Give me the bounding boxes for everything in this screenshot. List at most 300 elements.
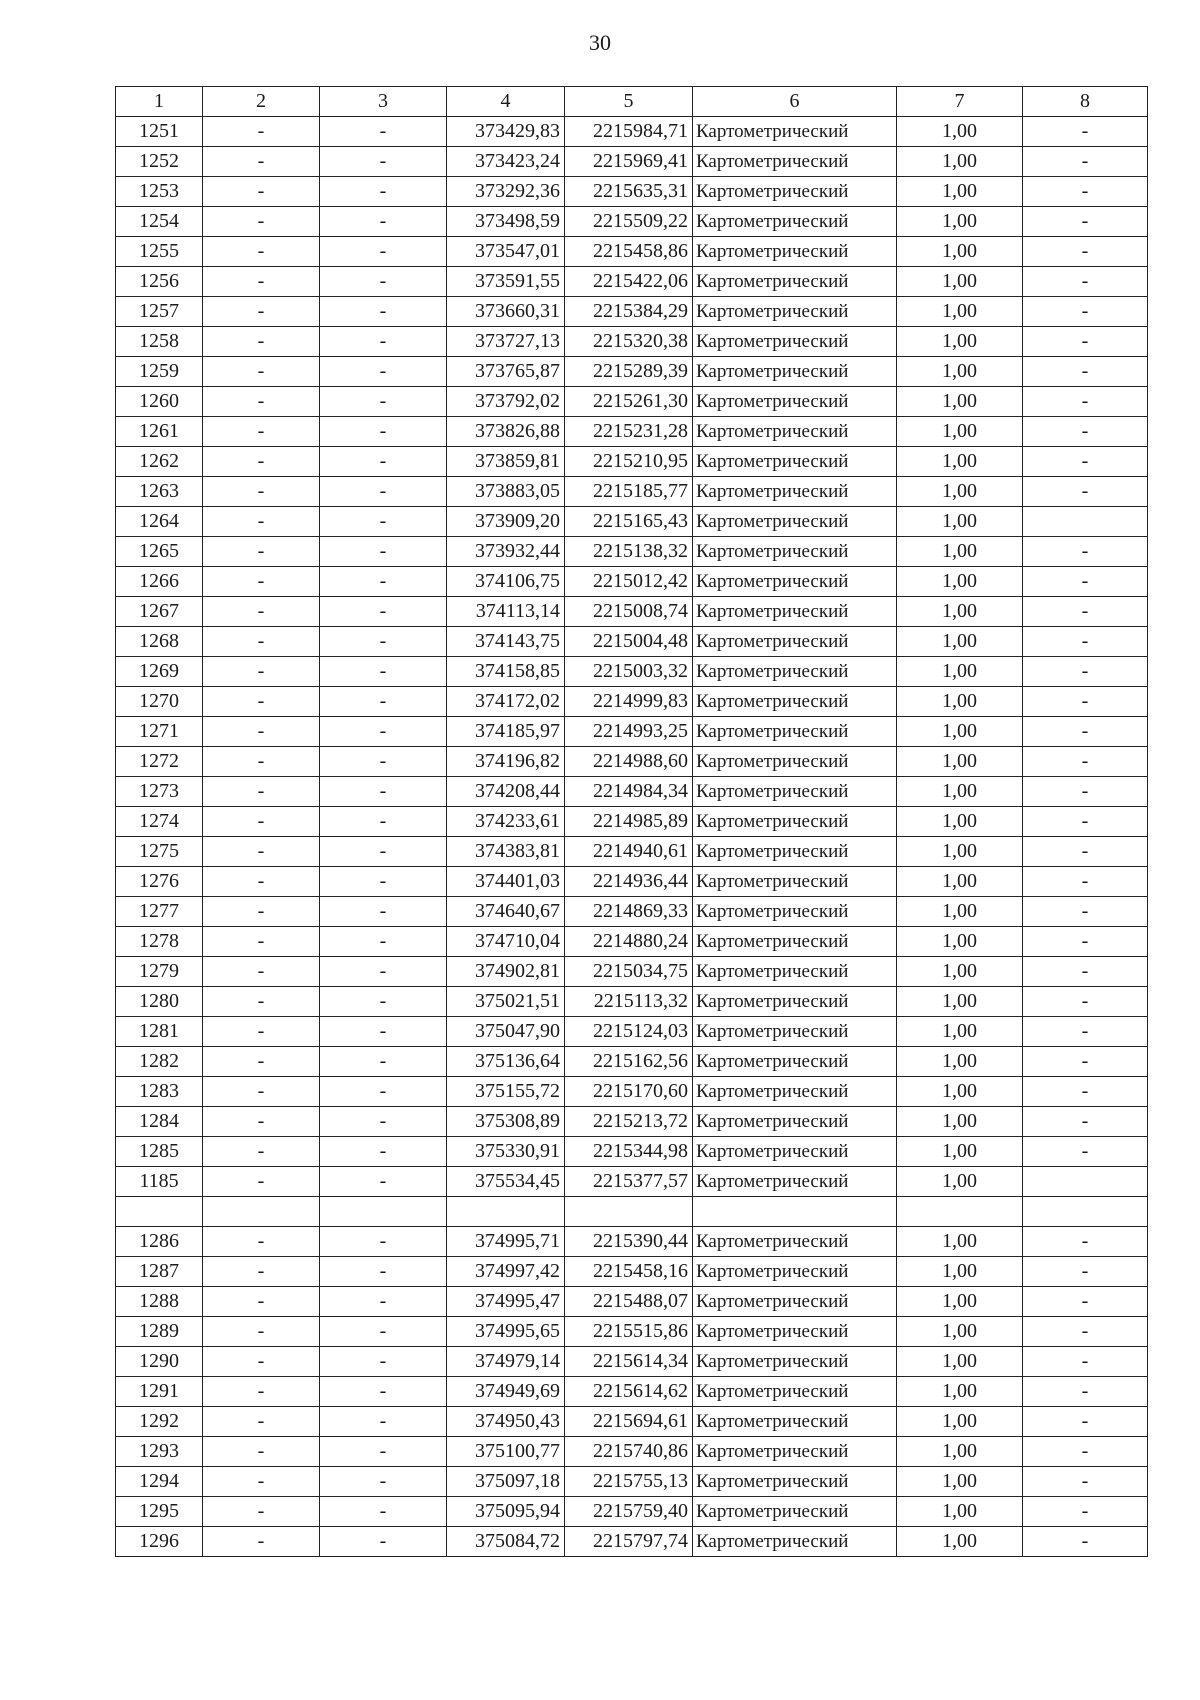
col8-cell: - [1023,717,1148,747]
col2-cell: - [203,237,320,267]
col2-cell: - [203,177,320,207]
coord-x-cell: 374949,69 [447,1377,565,1407]
col3-cell: - [320,1407,447,1437]
column-header: 7 [897,87,1023,117]
col2-cell: - [203,267,320,297]
coord-y-cell: 2215984,71 [565,117,693,147]
col3-cell: - [320,357,447,387]
col2-cell: - [203,417,320,447]
accuracy-cell: 1,00 [897,1407,1023,1437]
column-header: 8 [1023,87,1148,117]
col3-cell: - [320,1257,447,1287]
accuracy-cell: 1,00 [897,117,1023,147]
col3-cell: - [320,627,447,657]
col2-cell: - [203,447,320,477]
coord-y-cell: 2214880,24 [565,927,693,957]
accuracy-cell: 1,00 [897,837,1023,867]
accuracy-cell: 1,00 [897,1257,1023,1287]
point-number-cell: 1281 [116,1017,203,1047]
coord-x-cell [447,1197,565,1227]
point-number-cell: 1259 [116,357,203,387]
col2-cell: - [203,207,320,237]
col3-cell: - [320,1287,447,1317]
accuracy-cell: 1,00 [897,687,1023,717]
method-cell: Картометрический [693,537,897,567]
point-number-cell: 1253 [116,177,203,207]
coord-x-cell: 374172,02 [447,687,565,717]
accuracy-cell: 1,00 [897,1137,1023,1167]
table-row [116,267,1148,297]
point-number-cell: 1278 [116,927,203,957]
coord-x-cell: 374995,47 [447,1287,565,1317]
point-number-cell: 1293 [116,1437,203,1467]
col2-cell: - [203,357,320,387]
col2-cell: - [203,777,320,807]
table-row [116,567,1148,597]
method-cell: Картометрический [693,927,897,957]
col2-cell: - [203,567,320,597]
coord-y-cell: 2214985,89 [565,807,693,837]
accuracy-cell: 1,00 [897,1227,1023,1257]
table-row [116,417,1148,447]
coord-x-cell: 373591,55 [447,267,565,297]
accuracy-cell: 1,00 [897,957,1023,987]
table-row [116,597,1148,627]
col3-cell: - [320,837,447,867]
col2-cell: - [203,1527,320,1557]
coord-y-cell: 2215390,44 [565,1227,693,1257]
accuracy-cell: 1,00 [897,387,1023,417]
point-number-cell: 1291 [116,1377,203,1407]
coord-y-cell: 2215515,86 [565,1317,693,1347]
coord-y-cell: 2215008,74 [565,597,693,627]
coord-y-cell: 2215458,86 [565,237,693,267]
method-cell: Картометрический [693,1107,897,1137]
method-cell: Картометрический [693,357,897,387]
table-row [116,1527,1148,1557]
table-row [116,867,1148,897]
col8-cell: - [1023,1347,1148,1377]
coord-x-cell: 374997,42 [447,1257,565,1287]
table-row [116,1467,1148,1497]
table-row [116,927,1148,957]
method-cell: Картометрический [693,1317,897,1347]
method-cell: Картометрический [693,567,897,597]
coord-x-cell: 374979,14 [447,1347,565,1377]
col3-cell: - [320,927,447,957]
method-cell: Картометрический [693,1017,897,1047]
col8-cell [1023,1167,1148,1197]
col3-cell: - [320,567,447,597]
coord-y-cell: 2215755,13 [565,1467,693,1497]
col2-cell: - [203,147,320,177]
col8-cell: - [1023,987,1148,1017]
point-number-cell: 1279 [116,957,203,987]
col8-cell: - [1023,1527,1148,1557]
coord-x-cell: 375136,64 [447,1047,565,1077]
table-row [116,1377,1148,1407]
table-row [116,297,1148,327]
col2-cell: - [203,597,320,627]
col2-cell: - [203,987,320,1017]
coord-x-cell: 374902,81 [447,957,565,987]
point-number-cell: 1267 [116,597,203,627]
col3-cell: - [320,207,447,237]
table-row [116,1437,1148,1467]
point-number-cell: 1256 [116,267,203,297]
col3-cell: - [320,1497,447,1527]
coord-x-cell: 373429,83 [447,117,565,147]
table-row [116,1167,1148,1197]
col3-cell: - [320,417,447,447]
col3-cell: - [320,147,447,177]
col2-cell: - [203,837,320,867]
col3-cell: - [320,717,447,747]
accuracy-cell: 1,00 [897,447,1023,477]
method-cell: Картометрический [693,897,897,927]
accuracy-cell [897,1197,1023,1227]
accuracy-cell: 1,00 [897,1107,1023,1137]
col2-cell: - [203,717,320,747]
accuracy-cell: 1,00 [897,1077,1023,1107]
table-row [116,807,1148,837]
point-number-cell: 1290 [116,1347,203,1377]
table-row [116,1497,1148,1527]
coord-y-cell: 2215138,32 [565,537,693,567]
table-row [116,237,1148,267]
accuracy-cell: 1,00 [897,1017,1023,1047]
accuracy-cell: 1,00 [897,807,1023,837]
col8-cell: - [1023,1317,1148,1347]
coord-x-cell: 373826,88 [447,417,565,447]
col3-cell: - [320,1437,447,1467]
table-row [116,747,1148,777]
col8-cell: - [1023,447,1148,477]
accuracy-cell: 1,00 [897,1527,1023,1557]
coord-y-cell: 2214988,60 [565,747,693,777]
col8-cell: - [1023,1287,1148,1317]
col2-cell: - [203,1077,320,1107]
col8-cell: - [1023,1227,1148,1257]
point-number-cell: 1276 [116,867,203,897]
point-number-cell: 1268 [116,627,203,657]
table-row [116,147,1148,177]
accuracy-cell: 1,00 [897,867,1023,897]
col3-cell: - [320,1167,447,1197]
coord-x-cell: 373765,87 [447,357,565,387]
point-number-cell: 1283 [116,1077,203,1107]
table-row [116,1317,1148,1347]
table-row [116,207,1148,237]
method-cell: Картометрический [693,687,897,717]
col8-cell: - [1023,807,1148,837]
point-number-cell: 1292 [116,1407,203,1437]
point-number-cell: 1295 [116,1497,203,1527]
col2-cell: - [203,477,320,507]
col8-cell: - [1023,417,1148,447]
accuracy-cell: 1,00 [897,1287,1023,1317]
table-row [116,477,1148,507]
point-number-cell: 1260 [116,387,203,417]
accuracy-cell: 1,00 [897,537,1023,567]
col8-cell: - [1023,177,1148,207]
coord-x-cell: 373792,02 [447,387,565,417]
col2-cell: - [203,1437,320,1467]
col2-cell: - [203,1227,320,1257]
method-cell: Картометрический [693,1167,897,1197]
method-cell: Картометрический [693,1047,897,1077]
point-number-cell: 1296 [116,1527,203,1557]
coord-x-cell: 375084,72 [447,1527,565,1557]
point-number-cell: 1287 [116,1257,203,1287]
coord-y-cell: 2215213,72 [565,1107,693,1137]
method-cell: Картометрический [693,957,897,987]
method-cell: Картометрический [693,1347,897,1377]
point-number-cell: 1288 [116,1287,203,1317]
col8-cell: - [1023,387,1148,417]
col2-cell: - [203,1467,320,1497]
coord-y-cell: 2215969,41 [565,147,693,177]
coord-y-cell: 2215004,48 [565,627,693,657]
coord-y-cell: 2215261,30 [565,387,693,417]
col3-cell: - [320,1467,447,1497]
method-cell: Картометрический [693,207,897,237]
col3-cell: - [320,987,447,1017]
col8-cell: - [1023,477,1148,507]
col2-cell: - [203,1017,320,1047]
point-number-cell: 1265 [116,537,203,567]
col2-cell: - [203,1317,320,1347]
coord-y-cell: 2215185,77 [565,477,693,507]
coord-y-cell: 2215231,28 [565,417,693,447]
table-row [116,357,1148,387]
coord-y-cell: 2215162,56 [565,1047,693,1077]
table-row [116,1227,1148,1257]
accuracy-cell: 1,00 [897,177,1023,207]
table-row [116,657,1148,687]
table-row [116,507,1148,537]
table-row [116,327,1148,357]
accuracy-cell: 1,00 [897,777,1023,807]
point-number-cell: 1185 [116,1167,203,1197]
point-number-cell: 1273 [116,777,203,807]
table-body [116,117,1148,1557]
point-number-cell: 1271 [116,717,203,747]
col2-cell: - [203,327,320,357]
col8-cell: - [1023,1407,1148,1437]
col2-cell: - [203,897,320,927]
col2-cell: - [203,507,320,537]
method-cell: Картометрический [693,657,897,687]
table-row [116,1257,1148,1287]
table-row [116,1017,1148,1047]
col8-cell: - [1023,357,1148,387]
coord-x-cell: 374208,44 [447,777,565,807]
col3-cell: - [320,1107,447,1137]
method-cell: Картометрический [693,177,897,207]
coord-y-cell: 2214940,61 [565,837,693,867]
coord-x-cell: 374185,97 [447,717,565,747]
coord-y-cell: 2214993,25 [565,717,693,747]
method-cell: Картометрический [693,327,897,357]
col3-cell: - [320,297,447,327]
table-row [116,987,1148,1017]
coord-x-cell: 374401,03 [447,867,565,897]
coord-x-cell: 375097,18 [447,1467,565,1497]
coord-x-cell: 373909,20 [447,507,565,537]
coord-y-cell: 2214936,44 [565,867,693,897]
method-cell: Картометрический [693,447,897,477]
coord-x-cell: 373660,31 [447,297,565,327]
point-number-cell [116,1197,203,1227]
col2-cell: - [203,537,320,567]
col2-cell: - [203,627,320,657]
method-cell: Картометрический [693,987,897,1017]
column-header: 1 [116,87,203,117]
accuracy-cell: 1,00 [897,207,1023,237]
method-cell: Картометрический [693,477,897,507]
col3-cell: - [320,597,447,627]
header-row [116,87,1148,117]
col8-cell: - [1023,567,1148,597]
col8-cell: - [1023,867,1148,897]
point-number-cell: 1257 [116,297,203,327]
coord-x-cell: 374158,85 [447,657,565,687]
col8-cell [1023,1197,1148,1227]
col3-cell: - [320,1137,447,1167]
method-cell: Картометрический [693,1377,897,1407]
col2-cell: - [203,957,320,987]
point-number-cell: 1269 [116,657,203,687]
accuracy-cell: 1,00 [897,1167,1023,1197]
col3-cell: - [320,1227,447,1257]
col3-cell: - [320,1347,447,1377]
col3-cell: - [320,657,447,687]
col2-cell: - [203,1347,320,1377]
col8-cell: - [1023,117,1148,147]
method-cell: Картометрический [693,867,897,897]
col2-cell: - [203,747,320,777]
accuracy-cell: 1,00 [897,1347,1023,1377]
col3-cell: - [320,177,447,207]
accuracy-cell: 1,00 [897,747,1023,777]
coord-x-cell: 375330,91 [447,1137,565,1167]
col8-cell: - [1023,1257,1148,1287]
column-header: 4 [447,87,565,117]
col2-cell: - [203,1497,320,1527]
point-number-cell: 1251 [116,117,203,147]
col8-cell: - [1023,1047,1148,1077]
point-number-cell: 1266 [116,567,203,597]
point-number-cell: 1258 [116,327,203,357]
coord-y-cell: 2215344,98 [565,1137,693,1167]
table-row [116,177,1148,207]
col3-cell: - [320,1077,447,1107]
col3-cell: - [320,537,447,567]
col2-cell: - [203,657,320,687]
method-cell: Картометрический [693,267,897,297]
coord-x-cell: 374383,81 [447,837,565,867]
col2-cell: - [203,1107,320,1137]
col8-cell: - [1023,1497,1148,1527]
method-cell: Картометрический [693,417,897,447]
col8-cell: - [1023,597,1148,627]
coord-y-cell: 2215289,39 [565,357,693,387]
col2-cell: - [203,1377,320,1407]
method-cell: Картометрический [693,717,897,747]
accuracy-cell: 1,00 [897,627,1023,657]
table-row [116,717,1148,747]
col8-cell: - [1023,1017,1148,1047]
method-cell: Картометрический [693,807,897,837]
point-number-cell: 1261 [116,417,203,447]
method-cell: Картометрический [693,597,897,627]
coord-x-cell: 375100,77 [447,1437,565,1467]
col3-cell: - [320,1047,447,1077]
col3-cell: - [320,777,447,807]
point-number-cell: 1272 [116,747,203,777]
method-cell: Картометрический [693,117,897,147]
coord-x-cell: 373883,05 [447,477,565,507]
table-row [116,537,1148,567]
method-cell: Картометрический [693,1077,897,1107]
col2-cell: - [203,927,320,957]
coord-x-cell: 374995,71 [447,1227,565,1257]
point-number-cell: 1263 [116,477,203,507]
method-cell: Картометрический [693,1497,897,1527]
point-number-cell: 1264 [116,507,203,537]
col2-cell: - [203,1047,320,1077]
coord-x-cell: 374143,75 [447,627,565,657]
method-cell [693,1197,897,1227]
col3-cell: - [320,1017,447,1047]
table-row [116,1047,1148,1077]
accuracy-cell: 1,00 [897,147,1023,177]
table-row [116,117,1148,147]
coord-y-cell: 2215384,29 [565,297,693,327]
col8-cell: - [1023,897,1148,927]
accuracy-cell: 1,00 [897,1497,1023,1527]
coord-y-cell: 2215124,03 [565,1017,693,1047]
column-header: 2 [203,87,320,117]
col8-cell: - [1023,1437,1148,1467]
coord-x-cell: 373932,44 [447,537,565,567]
coord-y-cell: 2215797,74 [565,1527,693,1557]
col8-cell: - [1023,537,1148,567]
col2-cell: - [203,117,320,147]
coord-y-cell: 2215113,32 [565,987,693,1017]
point-number-cell: 1255 [116,237,203,267]
col8-cell: - [1023,1467,1148,1497]
method-cell: Картометрический [693,1437,897,1467]
col8-cell: - [1023,327,1148,357]
method-cell: Картометрический [693,1407,897,1437]
col3-cell: - [320,687,447,717]
col2-cell: - [203,687,320,717]
col8-cell: - [1023,1077,1148,1107]
table-row [116,777,1148,807]
coord-y-cell: 2215034,75 [565,957,693,987]
table-row [116,897,1148,927]
coord-y-cell: 2215012,42 [565,567,693,597]
coord-x-cell: 375308,89 [447,1107,565,1137]
point-number-cell: 1294 [116,1467,203,1497]
method-cell: Картометрический [693,387,897,417]
accuracy-cell: 1,00 [897,1437,1023,1467]
col8-cell: - [1023,1107,1148,1137]
coord-y-cell: 2214984,34 [565,777,693,807]
accuracy-cell: 1,00 [897,927,1023,957]
